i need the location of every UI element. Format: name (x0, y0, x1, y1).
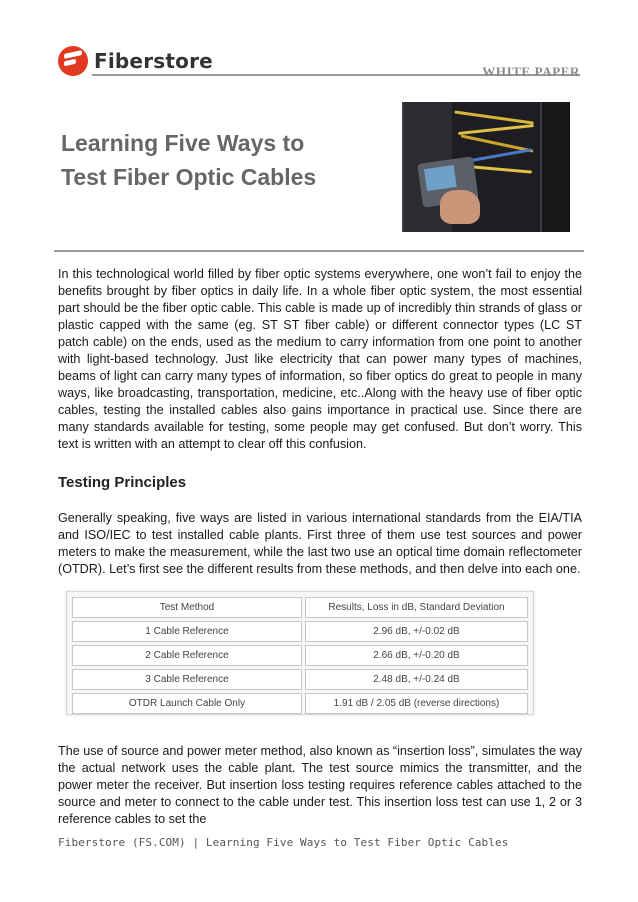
otdr-screen (424, 165, 457, 191)
table-row (72, 693, 528, 714)
title-line-2: Test Fiber Optic Cables (61, 164, 317, 190)
table-row (72, 669, 528, 690)
principles-paragraph: Generally speaking, five ways are listed in various international standards from the EIA/TIA and ISO/IEC to test installed cable plants. First three of them use test sources and power meters to make the measurement, while the last two use an optical time domain reflectometer (OTDR). Let’s first see the different results from these methods, and then delve into each one. (58, 511, 582, 576)
insertion-loss-paragraph: The use of source and power meter method, also known as “insertion loss”, simulates the way the actual network uses the cable plant. The test source mimics the transmitter, and the power meter the receiver. But insertion loss testing requires reference cables attached to the source and meter to connect to the cable under test. This insertion loss test can use 1, 2 or 3 reference cables to set the (58, 744, 582, 826)
document-title (61, 126, 381, 194)
table-cell-result: 2.48 dB, +/-0.24 dB (305, 669, 528, 690)
table-cell-method: 1 Cable Reference (72, 621, 302, 642)
logo-text: Fiberstore (94, 49, 213, 73)
table-cell-result: 2.96 dB, +/-0.02 dB (305, 621, 528, 642)
table-row (72, 645, 528, 666)
technician-hand (440, 190, 480, 224)
fiber-cable (458, 124, 534, 135)
section-heading: Testing Principles (58, 474, 187, 491)
results-table-grid (69, 594, 531, 717)
table-cell-result: 1.91 dB / 2.05 dB (reverse directions) (305, 693, 528, 714)
table-header-row (72, 597, 528, 618)
technician-otdr-photo (402, 102, 570, 232)
table-row (72, 621, 528, 642)
page-footer: Fiberstore (FS.COM) | Learning Five Ways to Test Fiber Optic Cables (58, 836, 509, 849)
fiber-cable (472, 165, 532, 173)
document-type-label: WHITE PAPER (482, 64, 580, 79)
server-rack-right (540, 102, 570, 232)
table-header-cell: Results, Loss in dB, Standard Deviation (305, 597, 528, 618)
fiberstore-logo-icon (58, 46, 88, 76)
table-cell-method: OTDR Launch Cable Only (72, 693, 302, 714)
table-header-cell: Test Method (72, 597, 302, 618)
title-divider (54, 250, 584, 252)
fiberstore-logo (58, 44, 213, 78)
intro-paragraph: In this technological world filled by fiber optic systems everywhere, one won’t fail to enjoy the benefits brought by fiber optics in daily life. In a whole fiber optic system, the most essential part should be the fiber optic cable. This cable is made up of incredibly thin strands of glass or plastic capped with the same (eg. ST ST fiber cable) or different connector types (LC ST patch cable) on the ends, used as the medium to carry information from one point to another with light-based technology. Just like electricity that can power many types of machines, beams of light can carry many types of information, so fiber optics do great to people in many ways, like broadcasting, transportation, medicine, etc..Along with the heavy use of fiber optic cables, testing the installed cables also gains importance in practical use. Since there are many standards available for testing, some people may get confused. But don’t worry. This text is written with an attempt to clear off this confusion. (58, 267, 582, 451)
page-header (58, 44, 580, 80)
title-line-1: Learning Five Ways to (61, 130, 305, 156)
table-cell-method: 3 Cable Reference (72, 669, 302, 690)
table-cell-result: 2.66 dB, +/-0.20 dB (305, 645, 528, 666)
fiber-cable (466, 148, 532, 162)
fiber-cable (454, 110, 534, 124)
results-table (66, 591, 534, 715)
table-cell-method: 2 Cable Reference (72, 645, 302, 666)
